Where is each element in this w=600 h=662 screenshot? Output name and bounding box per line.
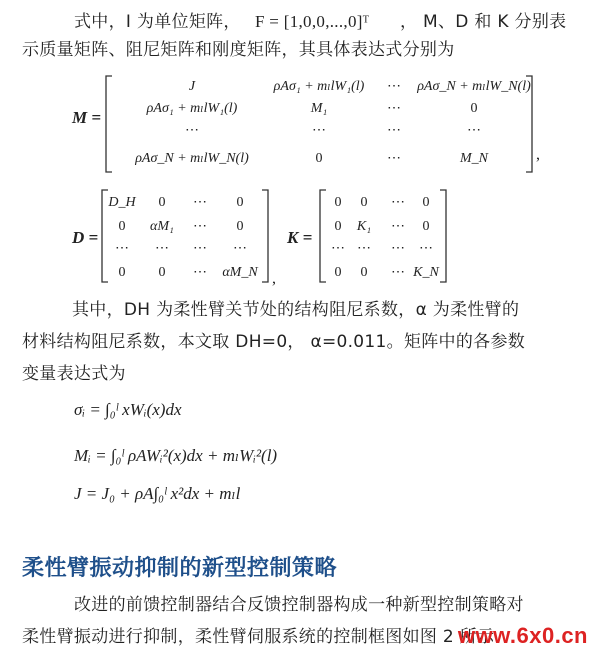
strategy-line1: 改进的前馈控制器结合反馈控制器构成一种新型控制策略对: [74, 595, 524, 615]
matrix-K-cell-r3-c4: ⋯: [419, 241, 433, 256]
section-heading: 柔性臂振动抑制的新型控制策略: [22, 556, 338, 581]
matrix-K-cell-r4-c2: 0: [360, 265, 368, 280]
matrix-D-cell-r2-c4: 0: [236, 219, 244, 234]
equation-M: Mᵢ = ∫₀ˡ ρAWᵢ²(x)dx + mₗWᵢ²(l): [74, 446, 278, 465]
matrix-D: [100, 188, 270, 284]
matrix-K-cell-r1-c1: 0: [334, 195, 342, 210]
matrix-D-label: D =: [72, 228, 99, 247]
matrix-M-cell-r4-c2: 0: [315, 151, 323, 166]
matrix-D-cell-r4-c3: ⋯: [193, 265, 207, 280]
matrix-M-cell-r4-c3: ⋯: [387, 151, 401, 166]
matrix-M-cell-r2-c4: 0: [470, 101, 478, 116]
intro-line1-suffix: ， M、D 和 K 分别表: [400, 12, 567, 32]
matrix-K-left-bracket: [320, 190, 326, 282]
matrix-M-cell-r1-c2: ρAσ₁ + mₗlW₁(l): [273, 79, 365, 94]
matrix-M-cell-r3-c1: ⋯: [185, 123, 199, 138]
equation-J: J = J₀ + ρA∫₀ˡ x²dx + mₗl: [74, 484, 241, 503]
matrix-K-cell-r2-c2: K₁: [356, 219, 372, 234]
matrix-K-right-bracket: [440, 190, 446, 282]
matrix-D-cell-r1-c1: D_H: [108, 195, 136, 210]
damping-line1: 其中，DH 为柔性臂关节处的结构阻尼系数，α 为柔性臂的: [72, 300, 520, 320]
matrix-M: [104, 74, 534, 174]
matrix-K-label: K =: [287, 228, 313, 247]
intro-line1-prefix: 式中，I 为单位矩阵，: [74, 12, 241, 32]
matrix-K-cell-r1-c3: ⋯: [391, 195, 405, 210]
matrix-K-cell-r4-c4: K_N: [413, 265, 439, 280]
matrix-M-cell-r1-c4: ρAσ_N + mₗlW_N(l): [417, 79, 531, 94]
matrix-D-cell-r4-c1: 0: [118, 265, 126, 280]
matrix-M-cell-r3-c2: ⋯: [312, 123, 326, 138]
matrix-D-cell-r2-c3: ⋯: [193, 219, 207, 234]
matrix-D-cell-r4-c4: αM_N: [222, 265, 258, 280]
watermark-logo: www.6x0.cn: [457, 623, 588, 648]
damping-line3: 变量表达式为: [22, 364, 126, 384]
matrix-K-cell-r1-c2: 0: [360, 195, 368, 210]
matrix-K-cell-r3-c1: ⋯: [331, 241, 345, 256]
matrix-D-cell-r3-c2: ⋯: [155, 241, 169, 256]
matrix-K-cell-r2-c3: ⋯: [391, 219, 405, 234]
matrix-K-cell-r2-c4: 0: [422, 219, 430, 234]
matrix-M-cell-r4-c4: M_N: [460, 151, 488, 166]
matrix-K-cell-r2-c1: 0: [334, 219, 342, 234]
matrix-M-label: M =: [72, 108, 102, 127]
matrix-D-right-bracket: [262, 190, 268, 282]
matrix-M-cell-r2-c2: M₁: [310, 101, 328, 116]
matrix-D-left-bracket: [102, 190, 108, 282]
matrix-D-cell-r3-c4: ⋯: [233, 241, 247, 256]
matrix-K-cell-r1-c4: 0: [422, 195, 430, 210]
matrix-M-cell-r1-c3: ⋯: [387, 79, 401, 94]
matrix-K-cell-r3-c3: ⋯: [391, 241, 405, 256]
matrix-M-cell-r3-c3: ⋯: [387, 123, 401, 138]
matrix-D-comma: ,: [272, 270, 276, 287]
matrix-M-left-bracket: [106, 76, 112, 172]
intro-line2: 示质量矩阵、阻尼矩阵和刚度矩阵，其具体表达式分别为: [22, 40, 455, 60]
matrix-D-cell-r3-c3: ⋯: [193, 241, 207, 256]
matrix-M-cell-r2-c1: ρAσ₁ + mₗlW₁(l): [146, 101, 238, 116]
matrix-D-cell-r1-c4: 0: [236, 195, 244, 210]
matrix-M-cell-r2-c3: ⋯: [387, 101, 401, 116]
damping-line2: 材料结构阻尼系数，本文取 DH=0， α=0.011。矩阵中的各参数: [22, 332, 526, 352]
matrix-D-cell-r2-c2: αM₁: [150, 219, 174, 234]
matrix-D-cell-r4-c2: 0: [158, 265, 166, 280]
equation-sigma: σᵢ = ∫₀ˡ xWᵢ(x)dx: [74, 400, 182, 419]
matrix-K-cell-r4-c3: ⋯: [391, 265, 405, 280]
matrix-D-cell-r3-c1: ⋯: [115, 241, 129, 256]
matrix-D-cell-r1-c3: ⋯: [193, 195, 207, 210]
matrix-K-cell-r4-c1: 0: [334, 265, 342, 280]
matrix-M-cell-r1-c1: J: [188, 79, 196, 94]
matrix-M-comma: ,: [536, 146, 540, 163]
matrix-K-cell-r3-c2: ⋯: [357, 241, 371, 256]
matrix-M-cell-r4-c1: ρAσ_N + mₗlW_N(l): [135, 151, 249, 166]
matrix-M-cell-r3-c4: ⋯: [467, 123, 481, 138]
matrix-K: [318, 188, 448, 284]
matrix-D-cell-r1-c2: 0: [158, 195, 166, 210]
F-definition: F = [1,0,0,...,0]ᵀ: [255, 12, 370, 31]
matrix-D-cell-r2-c1: 0: [118, 219, 126, 234]
strategy-line2: 柔性臂振动进行抑制，柔性臂伺服系统的控制框图如图 2 所示: [22, 627, 495, 647]
